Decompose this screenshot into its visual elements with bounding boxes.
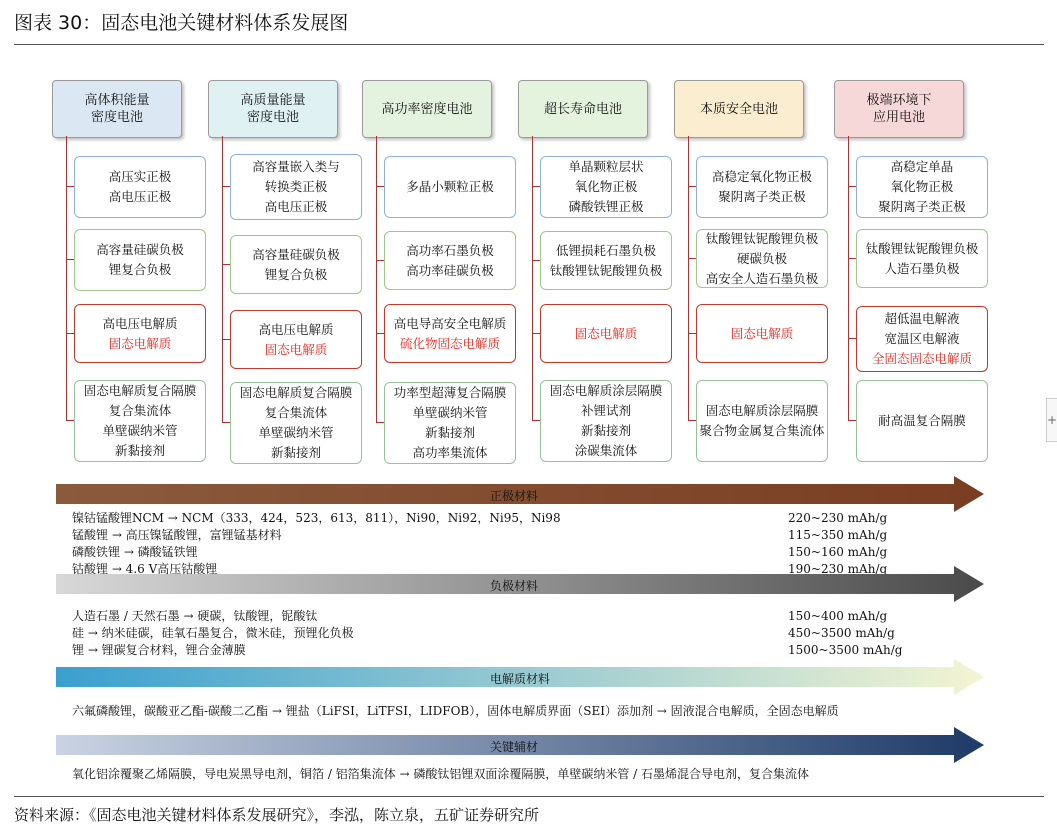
material-box: [540, 380, 672, 462]
band-description: 锂 → 锂碳复合材料，锂合金薄膜: [72, 643, 246, 657]
band-description: 人造石墨 / 天然石墨 → 硬碳，钛酸锂，铌酸钛: [72, 609, 318, 623]
material-line: 复合集流体: [264, 405, 328, 420]
material-line: 单壁碳纳米管: [258, 425, 334, 440]
material-line: 聚阴离子类正极: [878, 199, 966, 214]
band-description: 镍钴锰酸锂NCM → NCM（333，424，523，613，811），Ni90，Ni92，Ni95，Ni98: [72, 511, 561, 525]
material-line: 氧化物正极: [890, 179, 954, 194]
material-line: 氧化物正极: [574, 179, 638, 194]
material-line: 单晶颗粒层状: [568, 159, 644, 174]
connector-horizontal: [848, 338, 856, 339]
material-line: 功率型超薄复合隔膜: [393, 385, 507, 400]
material-line: 高电导高安全电解质: [393, 315, 507, 331]
material-line: 补锂试剂: [580, 403, 631, 418]
material-box: [230, 382, 362, 464]
connector-horizontal: [688, 258, 696, 259]
column-header-1: 高体积能量 密度电池: [52, 80, 182, 138]
material-box: [696, 156, 828, 218]
material-line: 高容量硅碳负极: [96, 242, 184, 257]
material-line: 固态电解质涂层隔膜: [705, 403, 819, 418]
connector-vertical: [532, 136, 533, 420]
material-line: 固态电解质复合隔膜: [239, 385, 353, 400]
column-header-3: 高功率密度电池: [362, 80, 492, 138]
material-line: 锂复合负极: [108, 262, 172, 277]
band-label: 电解质材料: [490, 672, 551, 686]
side-scroll-tab[interactable]: +: [1046, 398, 1057, 442]
capacity-value: 220~230 mAh/g: [788, 511, 888, 525]
material-line: 高功率石墨负极: [406, 242, 494, 258]
connector-horizontal: [66, 259, 74, 260]
material-line: 固态电解质: [574, 325, 638, 341]
material-box: [74, 229, 206, 291]
material-line: 锂复合负极: [264, 266, 328, 282]
material-box: [696, 229, 828, 288]
material-box: [384, 382, 516, 464]
material-box: [384, 156, 516, 218]
connector-vertical: [848, 136, 849, 420]
bottom-rule: [14, 796, 1044, 797]
material-box: [230, 154, 362, 220]
material-box: [540, 156, 672, 218]
material-line: 新黏接剂: [270, 445, 321, 460]
material-line: 新黏接剂: [424, 425, 475, 440]
material-line: 转换类正极: [264, 179, 328, 194]
source-note: 资料来源：《固态电池关键材料体系发展研究》，李泓，陈立泉，五矿证券研究所: [14, 806, 540, 824]
material-line: 耐高温复合隔膜: [878, 413, 966, 428]
material-box: [230, 235, 362, 294]
connector-horizontal: [848, 258, 856, 259]
capacity-value: 150~160 mAh/g: [788, 545, 888, 559]
column-header-2: 高质量能量 密度电池: [208, 80, 338, 138]
material-box: [540, 231, 672, 290]
material-line: 钛酸锂钛铌酸锂负极: [865, 240, 979, 256]
material-line: 高功率集流体: [412, 445, 488, 460]
material-line: 多晶小颗粒正极: [406, 179, 494, 194]
material-box: [856, 380, 988, 462]
band-label: 正极材料: [490, 489, 539, 503]
material-line: 硬碳负极: [736, 250, 787, 266]
material-line: 高稳定氧化物正极: [711, 169, 812, 184]
material-line: 人造石墨负极: [884, 260, 960, 276]
column-header-5: 本质安全电池: [674, 80, 804, 138]
connector-horizontal: [532, 333, 540, 334]
material-line: 固态电解质: [108, 335, 172, 351]
column-header-6: 极端环境下 应用电池: [834, 80, 964, 138]
connector-horizontal: [532, 260, 540, 261]
material-box: [856, 229, 988, 288]
connector-horizontal: [66, 420, 74, 421]
material-line: 聚合物金属复合集流体: [699, 423, 825, 438]
material-line: 全固态固态电解质: [871, 351, 972, 366]
material-line: 钛酸锂钛铌酸锂负极: [549, 262, 663, 278]
band-description: 氧化铝涂覆聚乙烯隔膜，导电炭黑导电剂，铜箔 / 铝箔集流体 → 磷酸钛铝锂双面涂覆隔膜，单壁碳纳米管 / 石墨烯混合导电剂，复合集流体: [72, 767, 810, 781]
capacity-value: 450~3500 mAh/g: [788, 626, 895, 640]
material-line: 高安全人造石墨负极: [705, 270, 819, 286]
connector-vertical: [376, 136, 377, 422]
connector-horizontal: [848, 420, 856, 421]
material-box: [856, 156, 988, 218]
material-line: 单壁碳纳米管: [102, 423, 178, 438]
band-description: 钴酸锂 → 4.6 V高压钴酸锂: [72, 562, 218, 576]
material-box: [856, 306, 988, 372]
connector-horizontal: [222, 422, 230, 423]
top-rule: [14, 44, 1044, 45]
capacity-value: 115~350 mAh/g: [788, 528, 888, 542]
column-header-4: 超长寿命电池: [518, 80, 648, 138]
band-description: 硅 → 纳米硅碳，硅氧石墨复合，微米硅，预锂化负极: [72, 626, 354, 640]
connector-vertical: [688, 136, 689, 420]
material-line: 低锂损耗石墨负极: [555, 242, 656, 258]
material-line: 钛酸锂钛铌酸锂负极: [705, 230, 819, 246]
connector-horizontal: [66, 186, 74, 187]
material-box: [540, 304, 672, 363]
connector-horizontal: [532, 420, 540, 421]
material-box: [696, 304, 828, 363]
material-line: 高容量嵌入类与: [252, 159, 340, 174]
connector-horizontal: [532, 186, 540, 187]
material-line: 超低温电解液: [884, 311, 960, 326]
material-line: 单壁碳纳米管: [412, 405, 488, 420]
connector-horizontal: [688, 420, 696, 421]
connector-vertical: [222, 136, 223, 422]
material-line: 固态电解质: [730, 325, 794, 341]
material-line: 高电压电解质: [102, 315, 178, 331]
material-line: 聚阴离子类正极: [718, 189, 806, 204]
material-box: [230, 310, 362, 369]
material-line: 高压实正极: [108, 169, 172, 184]
material-line: 高功率硅碳负极: [406, 262, 494, 278]
material-line: 高电压正极: [264, 199, 328, 214]
band-label: 关键辅材: [490, 740, 539, 754]
figure-title: 图表 30：固态电池关键材料体系发展图: [14, 12, 349, 34]
connector-horizontal: [376, 333, 384, 334]
material-box: [384, 304, 516, 363]
capacity-value: 190~230 mAh/g: [788, 562, 888, 576]
material-line: 涂碳集流体: [574, 443, 638, 458]
connector-horizontal: [848, 186, 856, 187]
connector-horizontal: [222, 264, 230, 265]
band-description: 六氟磷酸锂，碳酸亚乙酯-碳酸二乙酯 → 锂盐（LiFSI，LiTFSI，LIDFOB），固体电解质界面（SEI）添加剂 → 固液混合电解质，全固态电解质: [72, 704, 839, 718]
material-line: 新黏接剂: [580, 423, 631, 438]
capacity-value: 1500~3500 mAh/g: [788, 643, 903, 657]
material-box: [74, 304, 206, 363]
band-label: 负极材料: [490, 579, 539, 593]
connector-horizontal: [688, 186, 696, 187]
material-line: 宽温区电解液: [884, 331, 960, 346]
material-line: 高电压电解质: [258, 321, 334, 337]
connector-horizontal: [376, 422, 384, 423]
material-line: 固态电解质涂层隔膜: [549, 383, 663, 398]
connector-vertical: [66, 136, 67, 420]
material-line: 硫化物固态电解质: [399, 335, 500, 351]
band-description: 锰酸锂 → 高压镍锰酸锂，富锂锰基材料: [72, 528, 282, 542]
band-description: 磷酸铁锂 → 磷酸锰铁锂: [72, 545, 198, 559]
capacity-value: 150~400 mAh/g: [788, 609, 888, 623]
material-line: 固态电解质复合隔膜: [83, 383, 197, 398]
material-box: [74, 380, 206, 462]
material-box: [384, 231, 516, 290]
material-line: 新黏接剂: [114, 443, 165, 458]
connector-horizontal: [222, 339, 230, 340]
material-line: 高电压正极: [108, 189, 172, 204]
material-line: 高容量硅碳负极: [252, 246, 340, 262]
connector-horizontal: [222, 186, 230, 187]
material-box: [74, 156, 206, 218]
connector-horizontal: [688, 333, 696, 334]
material-line: 高稳定单晶: [890, 159, 954, 174]
material-line: 复合集流体: [108, 403, 172, 418]
material-box: [696, 380, 828, 462]
connector-horizontal: [66, 333, 74, 334]
material-line: 磷酸铁锂正极: [568, 199, 644, 214]
connector-horizontal: [376, 260, 384, 261]
material-line: 固态电解质: [264, 341, 328, 357]
connector-horizontal: [376, 186, 384, 187]
